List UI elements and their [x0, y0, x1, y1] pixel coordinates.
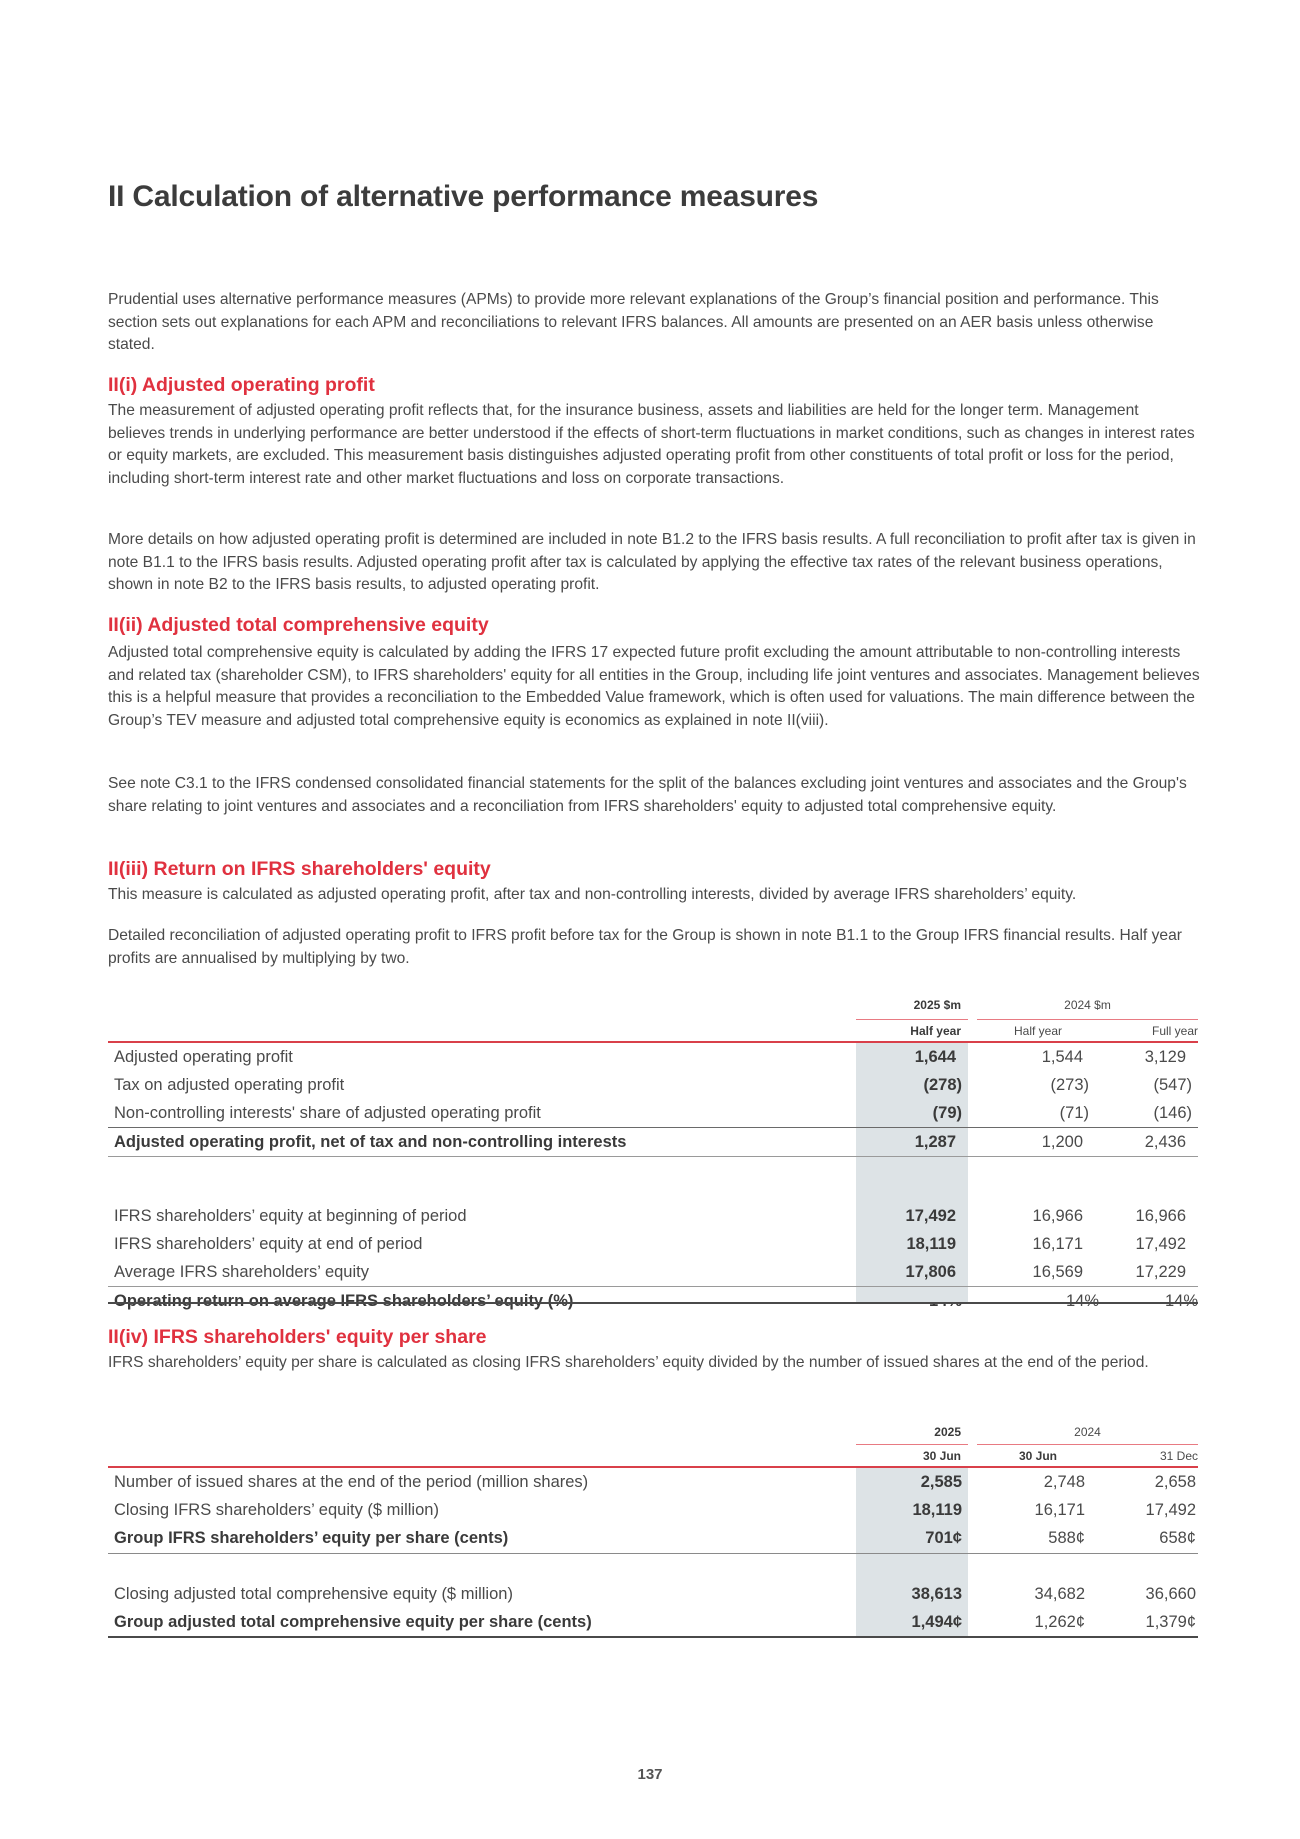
section-heading-return-on-equity: II(iii) Return on IFRS shareholders' equity	[108, 858, 491, 880]
value-30-jun-2025: 2,585	[920, 1473, 962, 1491]
table-row-subtotal	[108, 1128, 1198, 1156]
value-2024-half-year: (273)	[1050, 1076, 1089, 1094]
row-label: Number of issued shares at the end of the period (million shares)	[114, 1473, 589, 1491]
value-2025-half-year: 1,287	[914, 1133, 956, 1151]
table-row	[108, 1071, 1198, 1099]
table-row	[108, 1230, 1198, 1258]
value-31-dec-2024: 2,658	[1154, 1473, 1196, 1491]
value-30-jun-2025: 1,494¢	[911, 1613, 962, 1631]
table-row	[108, 1258, 1198, 1286]
current-period-column-shade	[856, 1290, 968, 1302]
value-30-jun-2025: 701¢	[925, 1529, 962, 1547]
value-2024-half-year: 16,966	[1032, 1207, 1083, 1225]
subheader-30-jun-2025: 30 Jun	[922, 1449, 961, 1463]
equity-per-share-table	[108, 1418, 1198, 1638]
table-row-total	[108, 1608, 1198, 1636]
table-row	[108, 1468, 1198, 1496]
value-2024-half-year: (71)	[1059, 1104, 1089, 1122]
row-label: Adjusted operating profit, net of tax and non-controlling interests	[114, 1133, 627, 1151]
row-label: Non-controlling interests' share of adjusted operating profit	[114, 1104, 541, 1122]
header-2024: 2024	[1074, 1425, 1101, 1439]
row-label: Closing adjusted total comprehensive equity ($ million)	[114, 1585, 513, 1603]
subheader-full-year-2024: Full year	[1151, 1024, 1198, 1038]
value-2024-half-year: 16,171	[1032, 1235, 1083, 1253]
value-30-jun-2025: 38,613	[911, 1585, 962, 1603]
table-row	[108, 1496, 1198, 1524]
section-paragraph: IFRS shareholders’ equity per share is calculated as closing IFRS shareholders’ equity divided by the number of issued shares at the end of the period.	[108, 1354, 1149, 1371]
value-2024-half-year: 16,569	[1032, 1263, 1083, 1281]
row-label: IFRS shareholders’ equity at end of period	[114, 1235, 423, 1253]
header-2025: 2025 $m	[913, 998, 961, 1012]
table-row	[108, 1099, 1198, 1127]
table-bottom-rule	[108, 1302, 1198, 1304]
value-30-jun-2024: 16,171	[1034, 1501, 1085, 1519]
header-underline	[977, 1444, 1198, 1445]
value-2024-full-year: 17,229	[1135, 1263, 1186, 1281]
row-label: IFRS shareholders’ equity at beginning of period	[114, 1207, 467, 1225]
value-30-jun-2025: 18,119	[912, 1501, 962, 1519]
return-on-equity-table	[108, 990, 1198, 1310]
header-underline	[856, 1444, 968, 1445]
value-2024-full-year: 14%	[1164, 1292, 1198, 1310]
section-paragraph: The measurement of adjusted operating profit reflects that, for the insurance business, assets and liabilities are held for the longer term. Management believes trends in underlying performance are better understood if the effects of short-term fluctuations in market conditions, such as changes in interest rates or equity markets, are excluded. This measurement basis distinguishes adjusted operating profit from other constituents of total profit or loss for the period, including short-term interest rate and other market fluctuations and loss on corporate transactions.	[108, 402, 1195, 487]
header-2024: 2024 $m	[1064, 998, 1111, 1012]
page-number: 137	[637, 1766, 663, 1783]
row-label: Average IFRS shareholders’ equity	[114, 1263, 369, 1281]
value-2025-half-year: 18,119	[906, 1235, 956, 1253]
value-30-jun-2024: 588¢	[1048, 1529, 1085, 1547]
section-heading-adjusted-operating-profit: II(i) Adjusted operating profit	[108, 374, 375, 396]
section-paragraph: Adjusted total comprehensive equity is calculated by adding the IFRS 17 expected future profit excluding the amount attributable to non-controlling interests and related tax (shareholder CSM), to IFRS shareholders' equity for all entities in the Group, including life joint ventures and associates. Management believes this is a helpful measure that provides a reconciliation to the Embedded Value framework, which is often used for valuations. The main difference between the Group’s TEV measure and adjusted total comprehensive equity is economics as explained in note II(viii).	[108, 644, 1200, 729]
row-rule	[108, 1553, 1198, 1554]
value-2024-full-year: 17,492	[1135, 1235, 1186, 1253]
value-30-jun-2024: 1,262¢	[1034, 1613, 1085, 1631]
header-2025: 2025	[934, 1425, 961, 1439]
value-2025-half-year: (79)	[932, 1104, 962, 1122]
table-row-total	[108, 1287, 1198, 1315]
value-31-dec-2024: 658¢	[1159, 1529, 1196, 1547]
table-row	[108, 1202, 1198, 1230]
section-paragraph: Detailed reconciliation of adjusted operating profit to IFRS profit before tax for the Group is shown in note B1.1 to the Group IFRS financial results. Half year profits are annualised by multiplying by two.	[108, 927, 1182, 967]
row-label: Closing IFRS shareholders’ equity ($ million)	[114, 1501, 439, 1519]
value-2024-full-year: (146)	[1153, 1104, 1192, 1122]
row-label: Group IFRS shareholders’ equity per share (cents)	[114, 1529, 509, 1547]
value-2024-half-year: 1,200	[1041, 1133, 1083, 1151]
subheader-half-year-2025: Half year	[910, 1024, 961, 1038]
subheader-30-jun-2024: 30 Jun	[1018, 1449, 1057, 1463]
value-2025-half-year: (278)	[923, 1076, 962, 1094]
header-underline	[977, 1019, 1198, 1020]
value-2025-half-year: 17,806	[905, 1263, 956, 1281]
value-31-dec-2024: 1,379¢	[1145, 1613, 1196, 1631]
value-2024-full-year: 16,966	[1135, 1207, 1186, 1225]
table-row-subtotal	[108, 1524, 1198, 1552]
table-row	[108, 1043, 1198, 1071]
section-paragraph: More details on how adjusted operating profit is determined are included in note B1.2 to the IFRS basis results. A full reconciliation to profit after tax is given in note B1.1 to the IFRS basis results. Adjusted operating profit after tax is calculated by applying the effective tax rates of the relevant business operations, shown in note B2 to the IFRS basis results, to adjusted operating profit.	[108, 531, 1196, 594]
row-label: Tax on adjusted operating profit	[114, 1076, 345, 1094]
table-row	[108, 1580, 1198, 1608]
section-heading-adjusted-total-comprehensive-equity: II(ii) Adjusted total comprehensive equity	[108, 614, 489, 636]
value-2024-full-year: 3,129	[1144, 1048, 1186, 1066]
section-paragraph: See note C3.1 to the IFRS condensed consolidated financial statements for the split of the balances excluding joint ventures and associates and the Group's share relating to joint ventures and associates and a reconciliation from IFRS shareholders' equity to adjusted total comprehensive equity.	[108, 775, 1187, 815]
value-2025-half-year: 17,492	[905, 1207, 956, 1225]
intro-paragraph: Prudential uses alternative performance measures (APMs) to provide more relevant explanations of the Group’s financial position and performance. This section sets out explanations for each APM and reconciliations to relevant IFRS balances. All amounts are presented on an AER basis unless otherwise stated.	[108, 291, 1159, 354]
row-label: Adjusted operating profit	[114, 1048, 293, 1066]
value-30-jun-2024: 34,682	[1034, 1585, 1085, 1603]
subheader-half-year-2024: Half year	[1013, 1024, 1063, 1038]
value-2024-full-year: 2,436	[1144, 1133, 1186, 1151]
section-paragraph: This measure is calculated as adjusted operating profit, after tax and non-controlling interests, divided by average IFRS shareholders’ equity.	[108, 886, 1077, 903]
value-2024-half-year: 1,544	[1041, 1048, 1083, 1066]
row-label: Operating return on average IFRS shareholders’ equity (%)	[114, 1292, 574, 1310]
header-underline	[856, 1019, 968, 1020]
value-31-dec-2024: 36,660	[1145, 1585, 1196, 1603]
value-2025-half-year: 1,644	[914, 1048, 956, 1066]
subheader-31-dec-2024: 31 Dec	[1159, 1449, 1198, 1463]
section-heading-equity-per-share: II(iv) IFRS shareholders' equity per share	[108, 1326, 487, 1348]
row-label: Group adjusted total comprehensive equity per share (cents)	[114, 1613, 592, 1631]
row-rule	[108, 1156, 1198, 1157]
table-bottom-rule	[108, 1636, 1198, 1638]
value-31-dec-2024: 17,492	[1145, 1501, 1196, 1519]
page-title: II Calculation of alternative performance measures	[108, 180, 819, 213]
value-2024-half-year: 14%	[1065, 1292, 1099, 1310]
value-2024-full-year: (547)	[1153, 1076, 1192, 1094]
value-30-jun-2024: 2,748	[1043, 1473, 1085, 1491]
